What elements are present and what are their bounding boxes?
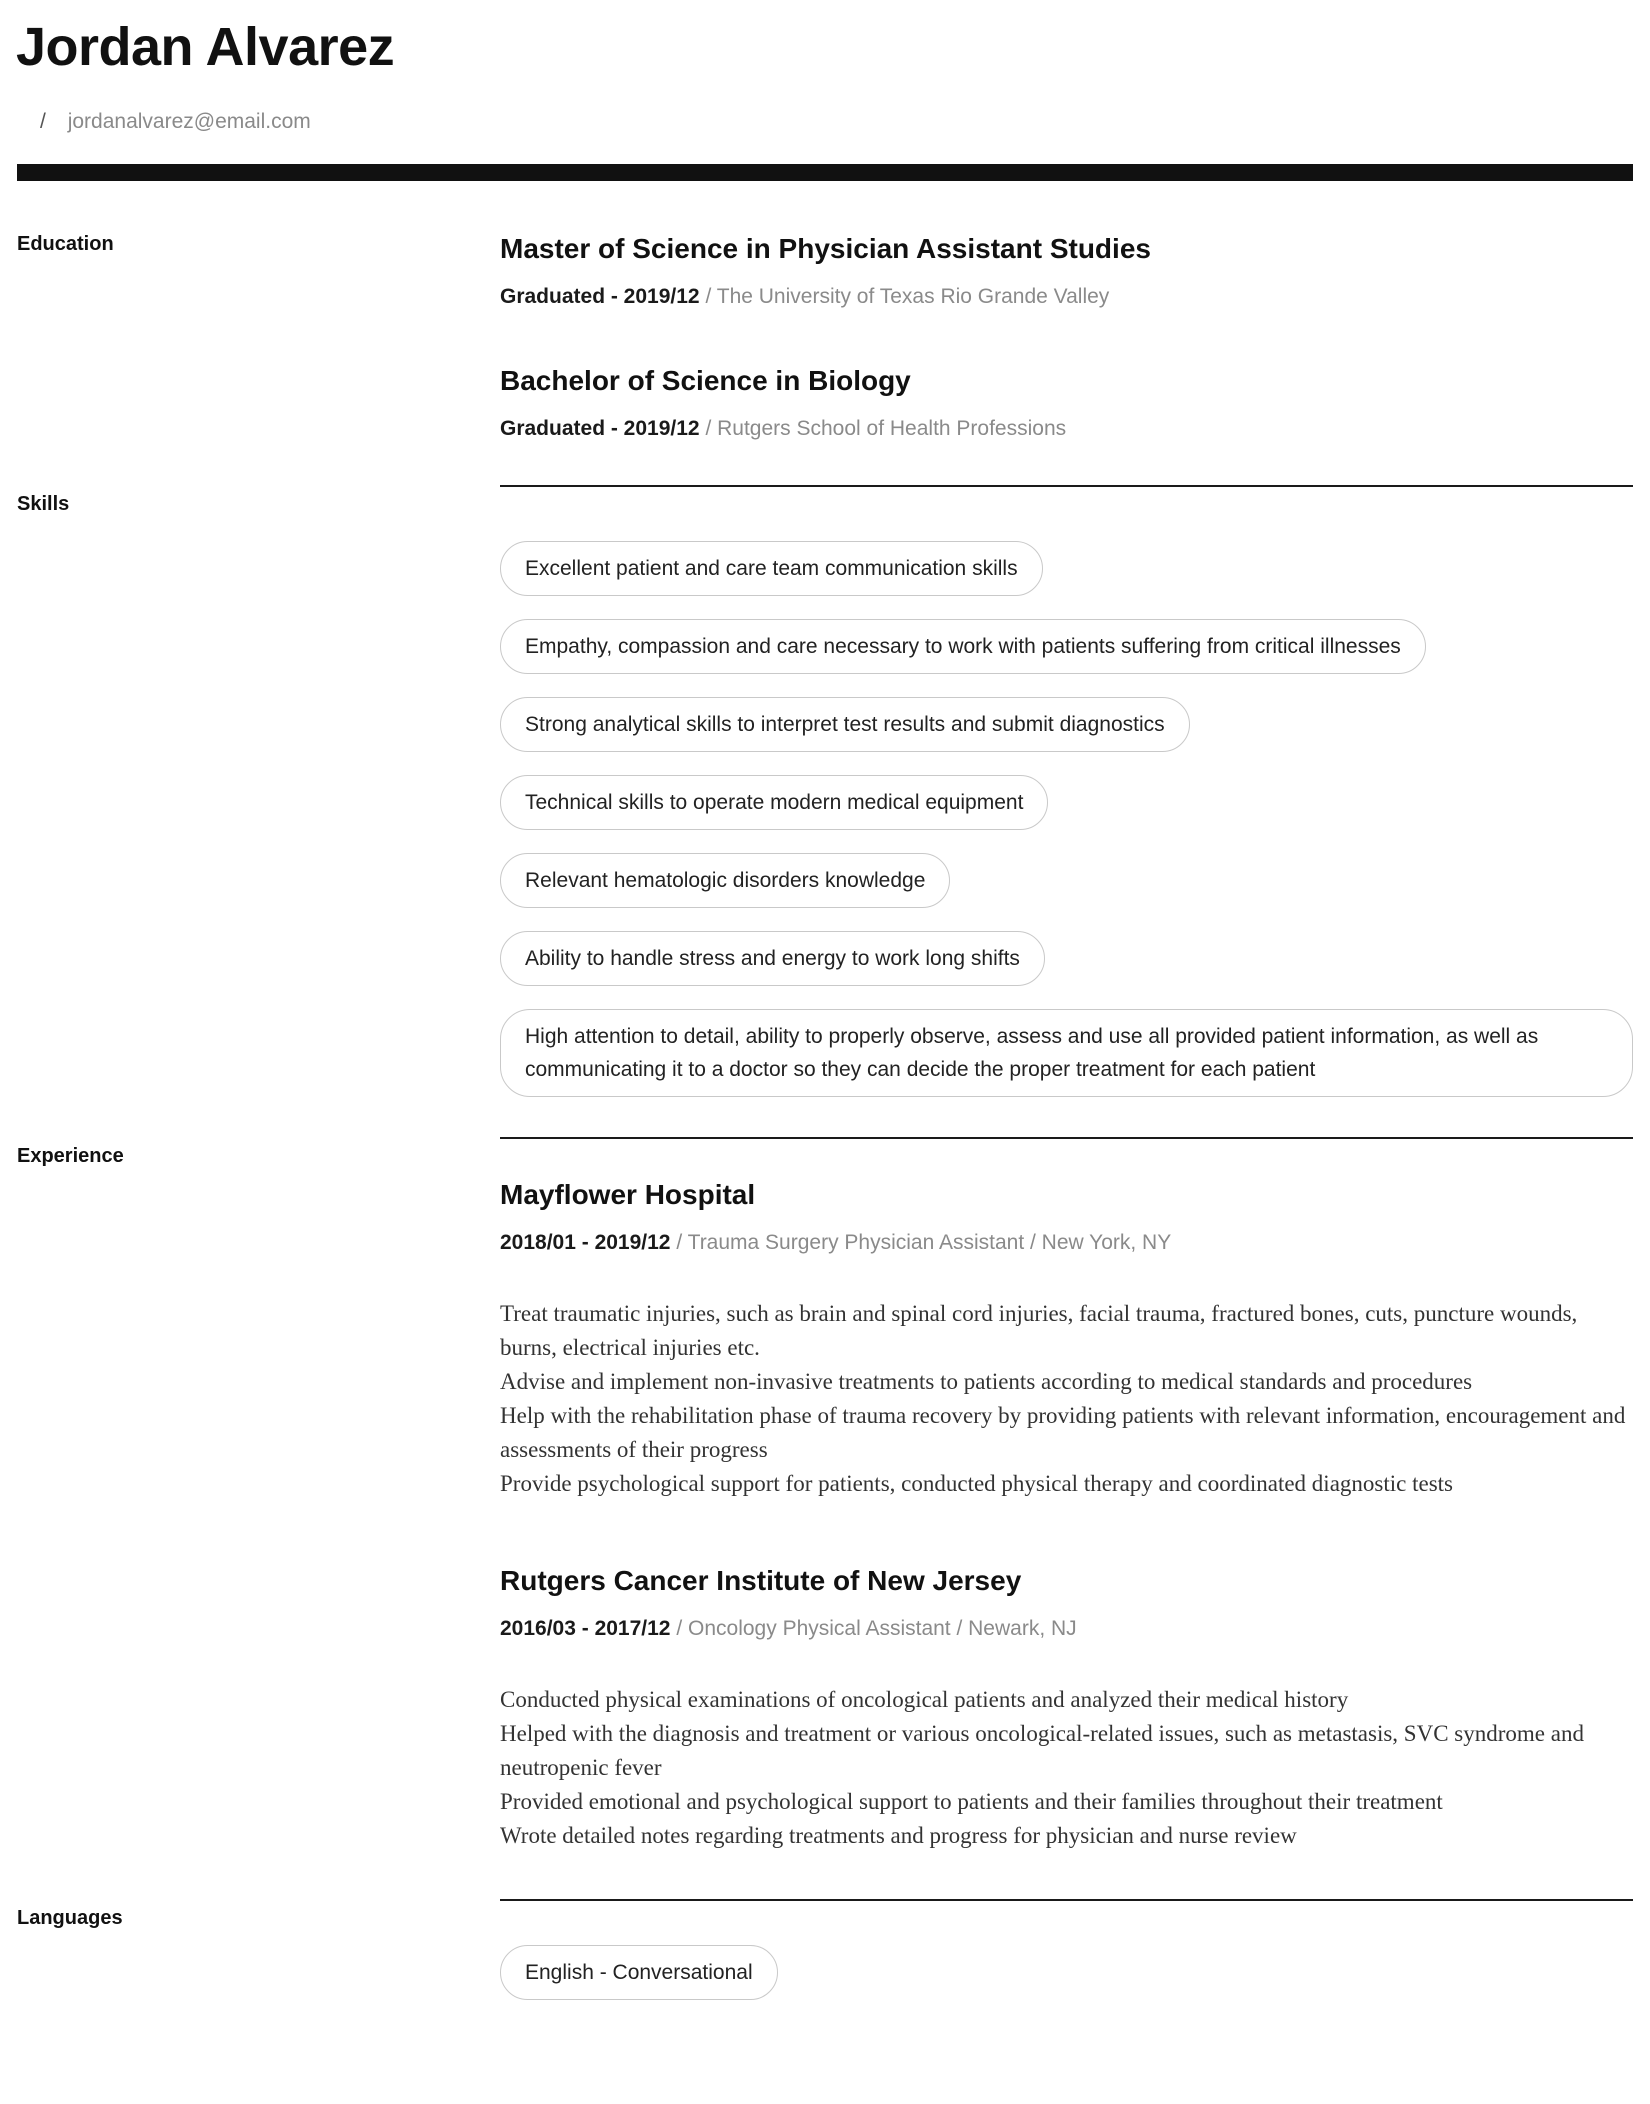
skill-pill: Technical skills to operate modern medical equipment [500, 775, 1048, 830]
person-name: Jordan Alvarez [16, 17, 395, 77]
header-divider-bar [17, 164, 1633, 181]
contact-separator: / [40, 110, 46, 133]
skill-pill: Strong analytical skills to interpret test results and submit diagnostics [500, 697, 1190, 752]
company-name: Rutgers Cancer Institute of New Jersey [500, 1565, 1022, 1596]
meta-separator: / [705, 417, 712, 440]
graduation-date: Graduated - 2019/12 [500, 285, 700, 308]
meta-separator: / [676, 1617, 683, 1640]
job-description-line: Helped with the diagnosis and treatment or various oncological-related issues, such as metastasis, SVC syndrome and neutropenic fever [500, 1721, 1584, 1780]
section-skills [0, 485, 1650, 1097]
experience-item [500, 1179, 1633, 1501]
job-dates: 2018/01 - 2019/12 [500, 1231, 671, 1254]
education-label: Education [17, 233, 114, 255]
job-description-line: Advise and implement non-invasive treatments to patients according to medical standards and procedures [500, 1369, 1473, 1394]
school-name: Rutgers School of Health Professions [717, 417, 1067, 440]
section-experience [0, 1137, 1650, 1853]
email-text: jordanalvarez@email.com [67, 110, 311, 133]
skills-list [500, 541, 1633, 1097]
experience-content [500, 1137, 1633, 1853]
section-divider [500, 1137, 1633, 1139]
skills-content [500, 485, 1633, 1097]
skill-pill: Ability to handle stress and energy to work long shifts [500, 931, 1045, 986]
job-meta [500, 1617, 1633, 1641]
resume-header [0, 0, 1650, 134]
experience-item [500, 1565, 1633, 1853]
skill-pill: Excellent patient and care team communication skills [500, 541, 1043, 596]
job-description-line: Treat traumatic injuries, such as brain and spinal cord injuries, facial trauma, fractured bones, cuts, puncture wounds, burns, electrical injuries etc. [500, 1301, 1578, 1360]
experience-label: Experience [17, 1145, 124, 1167]
education-item [500, 233, 1633, 309]
skill-pill: High attention to detail, ability to properly observe, assess and use all provided patient information, as well as communicating it to a doctor so they can decide the proper treatment for each patient [500, 1009, 1633, 1097]
company-name: Mayflower Hospital [500, 1179, 756, 1210]
section-divider [500, 1899, 1633, 1901]
job-description-line: Provide psychological support for patients, conducted physical therapy and coordinated diagnostic tests [500, 1471, 1453, 1496]
meta-separator: / [676, 1231, 683, 1254]
skill-pill: Relevant hematologic disorders knowledge [500, 853, 950, 908]
school-name: The University of Texas Rio Grande Valley [716, 285, 1110, 308]
graduation-date: Graduated - 2019/12 [500, 417, 700, 440]
job-role-location: Oncology Physical Assistant / Newark, NJ [688, 1617, 1077, 1640]
job-description-line: Help with the rehabilitation phase of trauma recovery by providing patients with relevant information, encouragement and assessments of their progress [500, 1403, 1626, 1462]
languages-list [500, 1945, 1633, 2000]
languages-label: Languages [17, 1907, 123, 1929]
job-meta [500, 1231, 1633, 1255]
job-role-location: Trauma Surgery Physician Assistant / New York, NY [687, 1231, 1172, 1254]
contact-line [0, 78, 1650, 134]
skills-label: Skills [17, 493, 70, 515]
job-description [500, 1297, 1633, 1501]
education-content [500, 233, 1633, 441]
languages-content [500, 1899, 1633, 2000]
job-dates: 2016/03 - 2017/12 [500, 1617, 671, 1640]
job-description-line: Provided emotional and psychological support to patients and their families throughout their treatment [500, 1789, 1443, 1814]
degree-title: Bachelor of Science in Biology [500, 365, 911, 396]
section-divider [500, 485, 1633, 487]
skill-pill: Empathy, compassion and care necessary to work with patients suffering from critical illnesses [500, 619, 1426, 674]
degree-title: Master of Science in Physician Assistant Studies [500, 233, 1151, 264]
language-pill: English - Conversational [500, 1945, 778, 2000]
job-description [500, 1683, 1633, 1853]
education-item [500, 365, 1633, 441]
education-meta [500, 417, 1633, 441]
job-description-line: Conducted physical examinations of oncological patients and analyzed their medical history [500, 1687, 1349, 1712]
section-languages [0, 1899, 1650, 2000]
meta-separator: / [705, 285, 712, 308]
section-education [0, 181, 1650, 441]
education-meta [500, 285, 1633, 309]
job-description-line: Wrote detailed notes regarding treatments and progress for physician and nurse review [500, 1823, 1297, 1848]
